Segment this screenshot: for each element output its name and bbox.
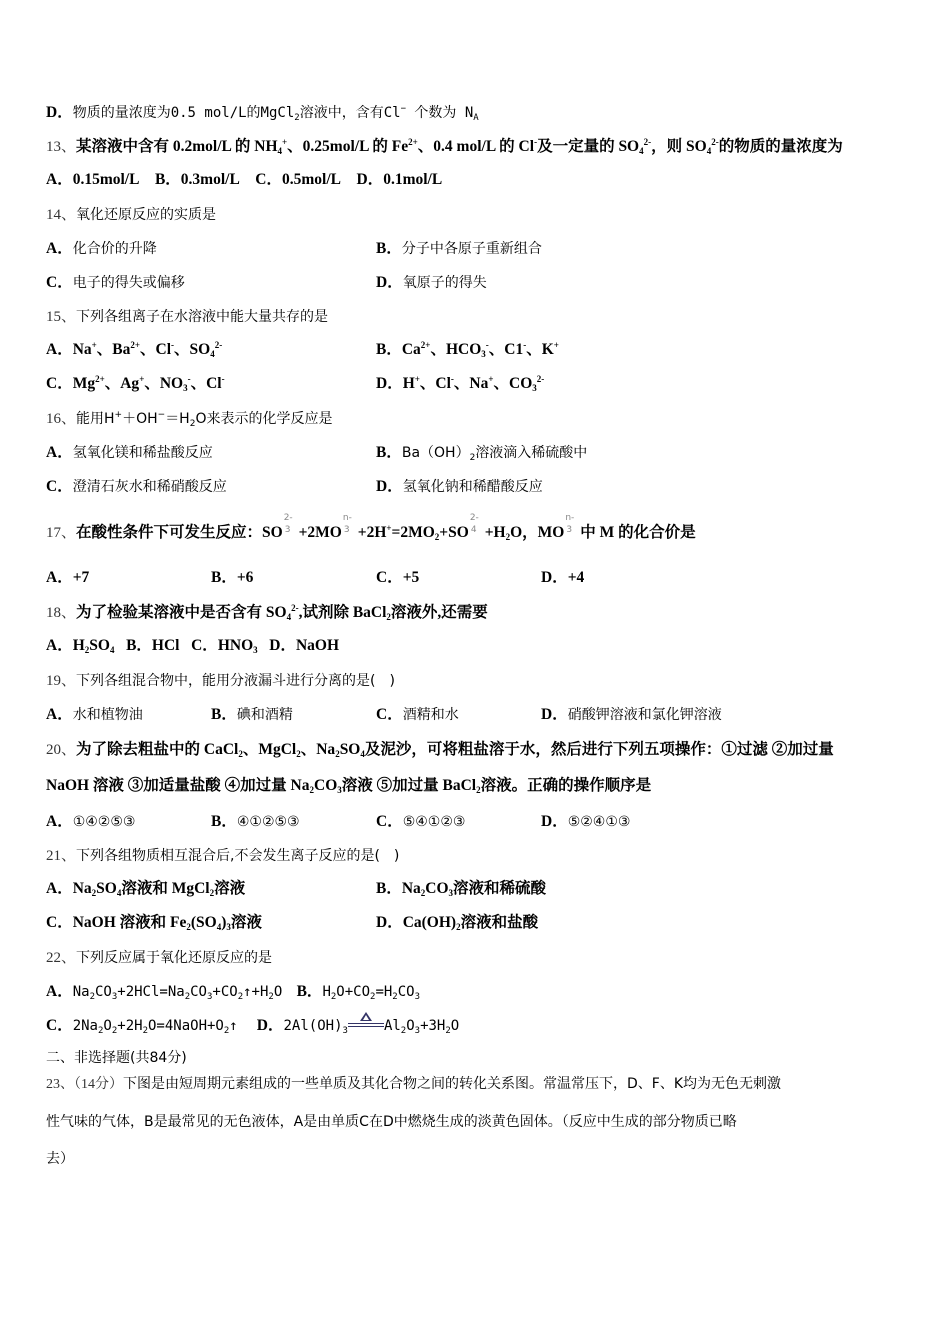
section-heading: 二、非选择题(共84分): [46, 1050, 187, 1066]
question-17-stem: [46, 513, 696, 543]
question-23-line2: 性气味的气体，B是最常见的无色液体，A是由单质C在D中燃烧生成的淡黄色固体。（反应中生成的部分物质已略: [46, 1114, 737, 1130]
question-text: 下图是由短周期元素组成的一些单质及其化合物之间的转化关系图。常温常压下，D、F、K均为无色无刺激: [123, 1076, 782, 1092]
question-19-stem: [46, 670, 395, 691]
option-b[interactable]: B．$H_2O+CO_2=H_2CO_3$: [296, 983, 420, 1002]
option-b[interactable]: B．$Na_2CO_3$溶液和稀硫酸: [376, 880, 547, 898]
question-number: 21、: [46, 848, 77, 864]
option-d[interactable]: D．氢氧化钠和稀醋酸反应: [376, 478, 543, 495]
question-number: 16、: [46, 411, 77, 427]
option-a[interactable]: A．0.15mol/L: [46, 171, 140, 188]
heat-triangle-icon: [348, 1016, 384, 1032]
question-number: 20、: [46, 742, 77, 758]
question-number: 14、: [46, 207, 77, 223]
question-number: 15、: [46, 309, 77, 325]
question-13-options: [46, 170, 442, 190]
question-14-stem: [46, 204, 216, 225]
option-c[interactable]: C．$Mg^{2+}$、Ag+、$NO_3^-$、Cl-: [46, 374, 225, 393]
option-d[interactable]: D．硝酸钾溶液和氯化钾溶液: [541, 706, 722, 723]
option-d[interactable]: D．⑤②④①③: [541, 813, 631, 830]
question-text: 下列各组物质相互混合后,不会发生离子反应的是( ): [76, 848, 400, 864]
option-d[interactable]: D．$Ca(OH)_2$溶液和盐酸: [376, 914, 539, 932]
question-16-stem: [46, 408, 332, 429]
question-number: 22、: [46, 950, 77, 966]
option-d[interactable]: D．H+、Cl-、Na+、$CO_3^{2-}$: [376, 374, 545, 393]
option-d[interactable]: D．氧原子的得失: [376, 274, 487, 291]
option-b[interactable]: B．$Ca^{2+}$、$HCO_3^-$、C1-、K+: [376, 340, 559, 359]
option-c[interactable]: C．澄清石灰水和稀硝酸反应: [46, 478, 227, 495]
option-d[interactable]: D．$2Al(OH)_3$ $Al_2O_3+3H_2O$: [257, 1016, 459, 1034]
question-22-options-cd: [46, 1015, 459, 1036]
option-d[interactable]: D．+4: [541, 569, 585, 586]
question-21-stem: [46, 845, 399, 866]
option-d[interactable]: D．NaOH: [269, 637, 340, 654]
question-22-stem: [46, 947, 272, 968]
option-a[interactable]: A．+7: [46, 569, 90, 586]
option-a[interactable]: A．Na+、$Ba^{2+}$、Cl-、$SO_4^{2-}$: [46, 340, 223, 359]
option-label: D．: [46, 104, 73, 121]
option-b[interactable]: B．碘和酒精: [211, 706, 293, 723]
question-number: 23、: [46, 1077, 74, 1092]
question-score: （14分）: [74, 1077, 123, 1092]
question-number: 18、: [46, 605, 77, 621]
question-number: 13、: [46, 139, 77, 155]
question-20-stem-line1: [46, 739, 834, 760]
option-b[interactable]: B．0.3mol/L: [154, 171, 240, 188]
option-a[interactable]: A．①④②⑤③: [46, 813, 136, 830]
question-text: 下列各组混合物中，能用分液漏斗进行分离的是( ): [76, 673, 395, 689]
option-b[interactable]: B．HCl: [126, 637, 180, 654]
option-a[interactable]: A．$Na_2CO_3+2HCl=Na_2CO_3+CO_2↑+H_2O$: [46, 983, 283, 1002]
option-c[interactable]: C．+5: [376, 569, 420, 586]
option-a[interactable]: A．$Na_2SO_4$溶液和 MgCl$_2$溶液: [46, 880, 246, 898]
option-c[interactable]: C．NaOH 溶液和 $Fe_2(SO_4)_3$溶液: [46, 914, 262, 932]
question-18-stem: [46, 602, 488, 623]
question-text: 为了检验某溶液中是否含有 $SO_4^{2-}$,试剂除 BaCl$_2$溶液外,还需要: [76, 603, 488, 622]
option-a[interactable]: A．化合价的升降: [46, 240, 157, 257]
question-number: 17、: [46, 525, 77, 541]
question-15-stem: [46, 306, 328, 327]
option-a[interactable]: A．$H_2SO_4$: [46, 637, 115, 655]
question-18-options: [46, 636, 339, 656]
option-a[interactable]: A．氢氧化镁和稀盐酸反应: [46, 444, 213, 461]
question-number: 19、: [46, 673, 77, 689]
option-c[interactable]: C．电子的得失或偏移: [46, 274, 185, 291]
option-b[interactable]: B．分子中各原子重新组合: [376, 240, 542, 257]
option-c[interactable]: C．0.5mol/L: [255, 171, 341, 188]
question-13-stem: [46, 136, 843, 157]
question-20-stem-line2: NaOH 溶液 ③加适量盐酸 ④加过量 $Na_2CO_3$溶液 ⑤加过量 BaCl$_2$溶液。正确的操作顺序是: [46, 777, 652, 795]
question-text: 氧化还原反应的实质是: [76, 207, 217, 223]
question-23-line3: 去）: [46, 1151, 74, 1167]
question-23-line1: [46, 1074, 781, 1095]
question-text: 在酸性条件下可发生反应：SO 2- 3 +2MO n- 3 $+2H^+=2MO_2+SO$ 2- 4 $+H_2O$，MO n- 3 中 M 的化合价是: [76, 513, 696, 542]
question-text: 为了除去粗盐中的 CaCl$_2$、MgCl$_2$、$Na_2SO_4$及泥沙，可将粗盐溶于水，然后进行下列五项操作：①过滤 ②加过量: [76, 741, 834, 759]
option-c[interactable]: C．$HNO_3$: [191, 637, 258, 655]
option-a[interactable]: A．水和植物油: [46, 706, 143, 723]
q12-option-d: [46, 102, 479, 123]
option-c[interactable]: C．⑤④①②③: [376, 813, 466, 830]
option-b[interactable]: B．$Ba(OH)_2$溶液滴入稀硫酸中: [376, 444, 588, 463]
option-c[interactable]: C．酒精和水: [376, 706, 459, 723]
question-text: 下列各组离子在水溶液中能大量共存的是: [76, 309, 329, 325]
question-text: 某溶液中含有 0.2mol/L 的 $NH_4^+$、0.25mol/L 的 $Fe^{2+}$、0.4 mol/L 的 Cl-及一定量的 $SO_4^{2-}$，则 $SO_4^{2-}$的物质的量浓度为: [76, 137, 843, 156]
option-b[interactable]: B．+6: [211, 569, 254, 586]
option-text: 物质的量浓度为0.5 mol/L的MgCl$_2$溶液中，含有Cl− 个数为 $N_A$: [72, 104, 479, 123]
option-b[interactable]: B．④①②⑤③: [211, 813, 300, 830]
question-22-options-ab: [46, 981, 420, 1002]
option-d[interactable]: D．0.1mol/L: [356, 171, 443, 188]
option-c[interactable]: C．$2Na_2O_2+2H_2O=4NaOH+O_2↑$: [46, 1017, 238, 1036]
question-text: 下列反应属于氧化还原反应的是: [76, 950, 273, 966]
question-text: 能用$H^++OH^-=H_2O$来表示的化学反应是: [76, 410, 333, 429]
